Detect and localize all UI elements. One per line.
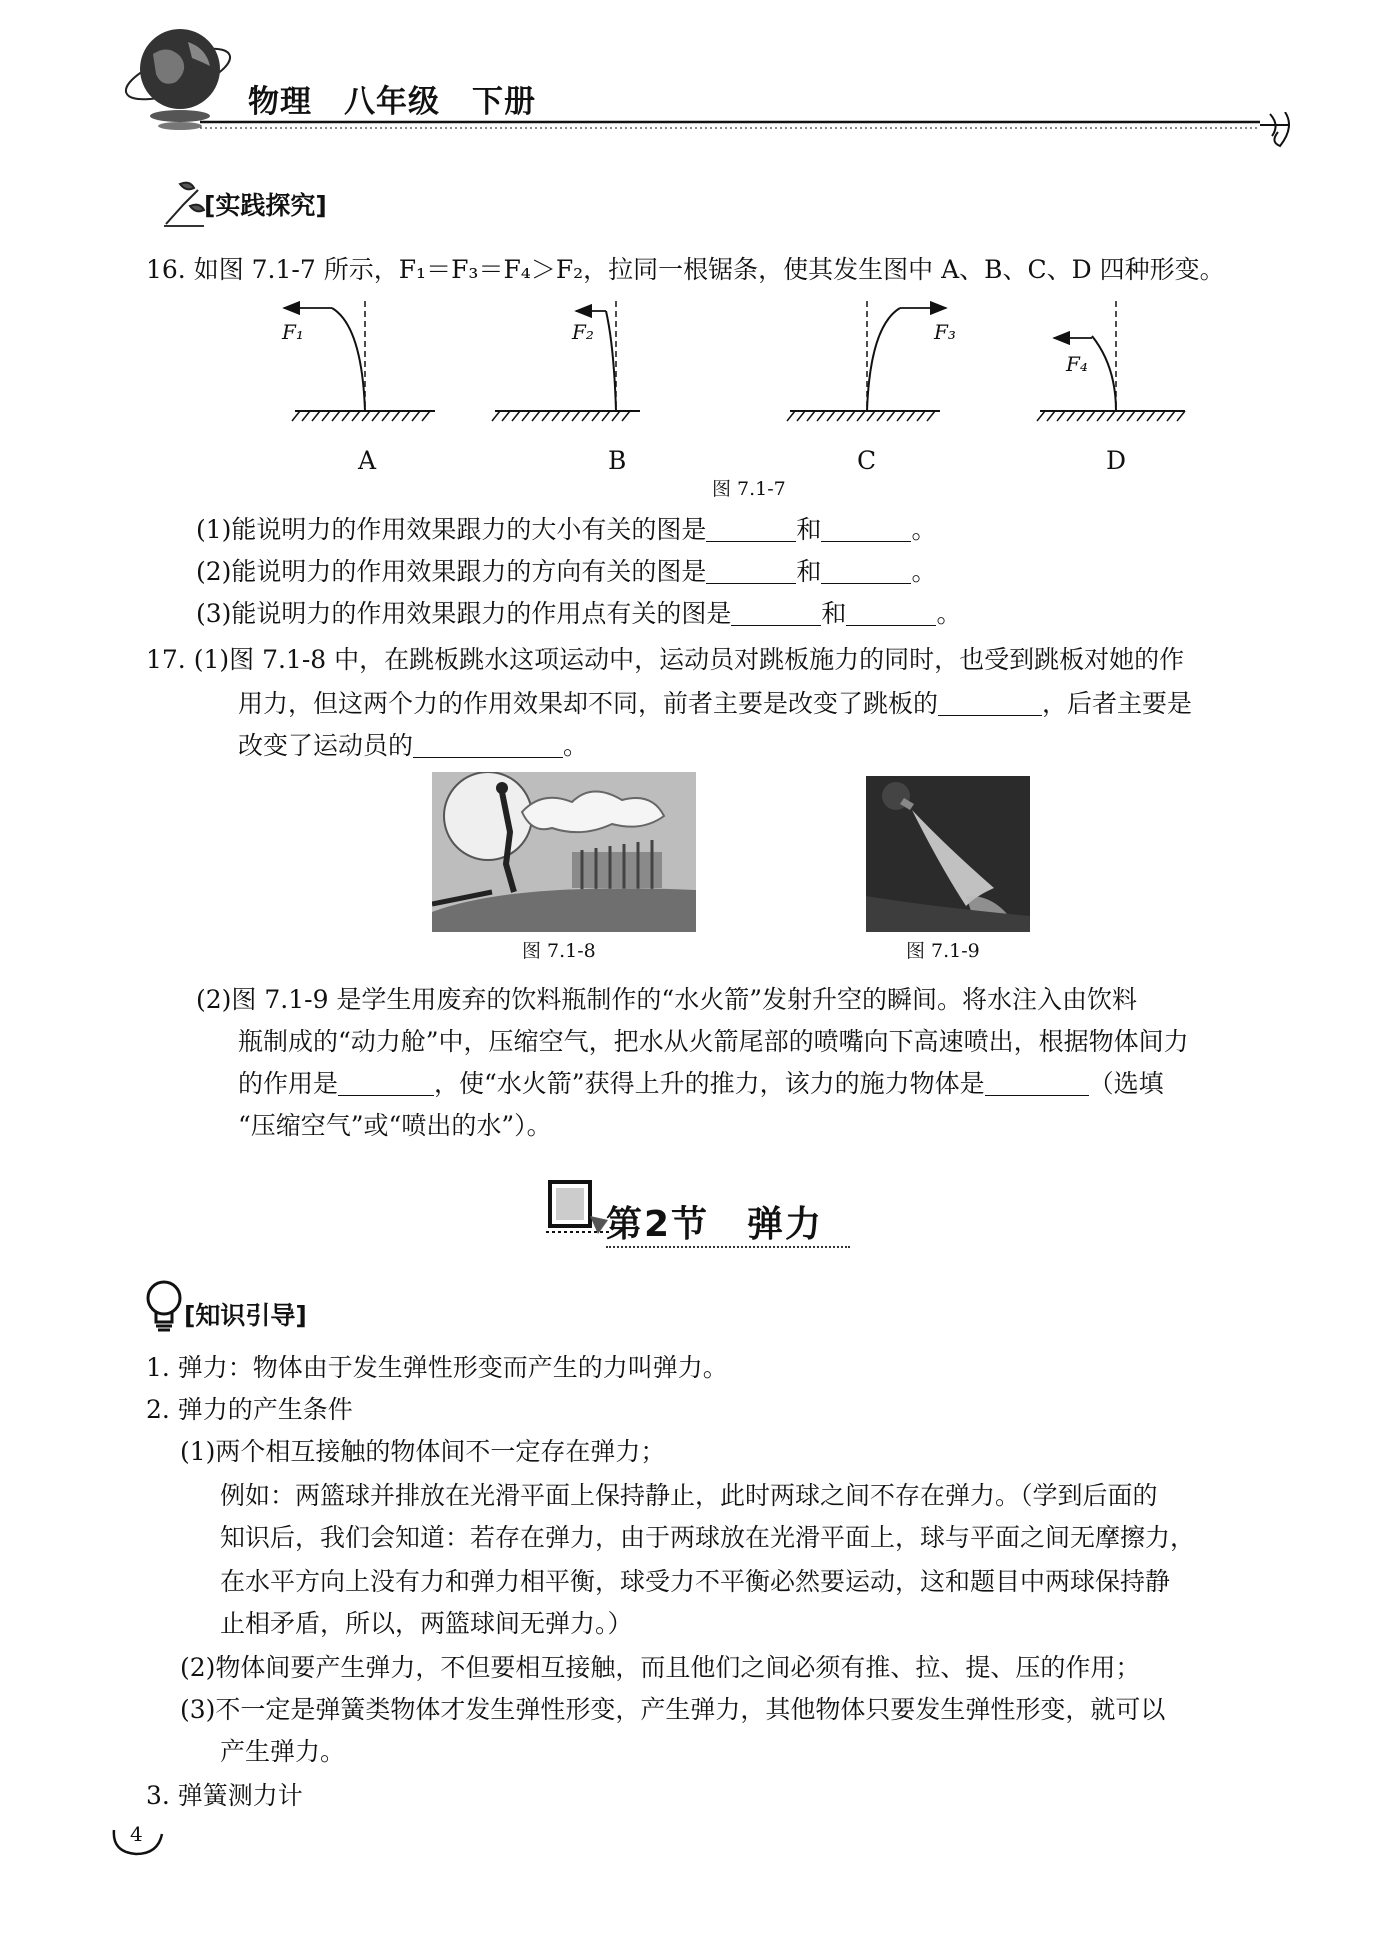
knowledge-item-2-1: (1)两个相互接触的物体间不一定存在弹力；	[180, 1437, 666, 1466]
figure-label-c: C	[857, 446, 877, 475]
practice-tag: [实践探究]	[204, 191, 327, 220]
q17-part2-line2: 瓶制成的“动力舱”中，压缩空气，把水从火箭尾部的喷嘴向下高速喷出，根据物体间力	[238, 1027, 1189, 1056]
answer-blank[interactable]	[821, 517, 911, 542]
force-label-f2: F₂	[572, 320, 594, 344]
q16-stem: 16. 如图 7.1-7 所示，F₁＝F₃＝F₄＞F₂，拉同一根锯条，使其发生图中 A、B、C、D 四种形变。	[146, 255, 1225, 284]
knowledge-item-3: 3. 弹簧测力计	[146, 1781, 303, 1810]
header-title: 物理 八年级 下册	[248, 84, 536, 120]
answer-blank[interactable]	[338, 1071, 434, 1096]
force-label-f1: F₁	[282, 320, 304, 344]
q17-part2-line3: 的作用是 ，使“水火箭”获得上升的推力，该力的施力物体是 （选填	[238, 1069, 1164, 1098]
figure-a	[284, 301, 435, 421]
knowledge-item-2-3-line1: (3)不一定是弹簧类物体才发生弹性形变，产生弹力，其他物体只要发生弹性形变，就可以	[180, 1695, 1166, 1724]
answer-blank[interactable]	[413, 733, 563, 758]
answer-blank[interactable]	[846, 601, 936, 626]
figure-label-a: A	[358, 446, 377, 475]
figure-b	[492, 301, 640, 421]
answer-blank[interactable]	[938, 691, 1042, 716]
force-label-f4: F₄	[1066, 352, 1088, 376]
section-title-underline	[606, 1244, 850, 1248]
figure-d	[1037, 301, 1185, 421]
force-label-f3: F₃	[934, 320, 956, 344]
example-line-4: 止相矛盾，所以，两篮球间无弹力。）	[220, 1609, 633, 1638]
figure-caption-7-1-9: 图 7.1-9	[906, 940, 980, 962]
q17-part1-line1: 17. (1)图 7.1-8 中，在跳板跳水这项运动中，运动员对跳板施力的同时，也受到跳板对她的作	[146, 645, 1185, 674]
q16-sub2: (2)能说明力的作用效果跟力的方向有关的图是 和 。	[196, 557, 937, 586]
answer-blank[interactable]	[731, 601, 821, 626]
figure-label-d: D	[1106, 446, 1127, 475]
knowledge-item-2-3-line2: 产生弹力。	[220, 1737, 346, 1766]
diving-photo	[432, 772, 696, 932]
example-line-3: 在水平方向上没有力和弹力相平衡，球受力不平衡必然要运动，这和题目中两球保持静	[220, 1567, 1171, 1596]
practice-icon	[160, 176, 210, 230]
q16-sub3: (3)能说明力的作用效果跟力的作用点有关的图是 和 。	[196, 599, 962, 628]
section-title: 第2节 弹力	[606, 1204, 824, 1245]
lightbulb-icon	[144, 1278, 188, 1334]
q17-part1-line2: 用力，但这两个力的作用效果却不同，前者主要是改变了跳板的 ，后者主要是	[238, 689, 1193, 718]
answer-blank[interactable]	[985, 1071, 1089, 1096]
q17-part1-line3: 改变了运动员的 。	[238, 731, 589, 760]
section-icon	[546, 1176, 612, 1236]
water-rocket-photo	[866, 776, 1030, 932]
knowledge-item-2-2: (2)物体间要产生弹力，不但要相互接触，而且他们之间必须有推、拉、提、压的作用；	[180, 1653, 1141, 1682]
figure-caption-7-1-8: 图 7.1-8	[522, 940, 596, 962]
figure-caption-7-1-7: 图 7.1-7	[712, 478, 786, 500]
knowledge-item-1: 1. 弹力：物体由于发生弹性形变而产生的力叫弹力。	[146, 1353, 728, 1382]
page-header	[0, 0, 1384, 140]
page-number: 4	[130, 1822, 143, 1846]
example-line-2: 知识后，我们会知道：若存在弹力，由于两球放在光滑平面上，球与平面之间无摩擦力，	[220, 1523, 1196, 1552]
knowledge-tag: [知识引导]	[184, 1301, 307, 1330]
figure-7-1-7	[270, 296, 1200, 436]
example-line-1: 例如：两篮球并排放在光滑平面上保持静止，此时两球之间不存在弹力。（学到后面的	[220, 1481, 1158, 1510]
answer-blank[interactable]	[706, 517, 796, 542]
figure-label-b: B	[608, 446, 627, 475]
q17-part2-line4: “压缩空气”或“喷出的水”）。	[238, 1111, 552, 1140]
answer-blank[interactable]	[821, 559, 911, 584]
q16-sub1: (1)能说明力的作用效果跟力的大小有关的图是 和 。	[196, 515, 937, 544]
figure-c	[787, 301, 946, 421]
answer-blank[interactable]	[706, 559, 796, 584]
header-rule	[200, 112, 1310, 152]
q17-part2-line1: (2)图 7.1-9 是学生用废弃的饮料瓶制作的“水火箭”发射升空的瞬间。将水注入由饮料	[196, 985, 1137, 1014]
knowledge-item-2: 2. 弹力的产生条件	[146, 1395, 353, 1424]
